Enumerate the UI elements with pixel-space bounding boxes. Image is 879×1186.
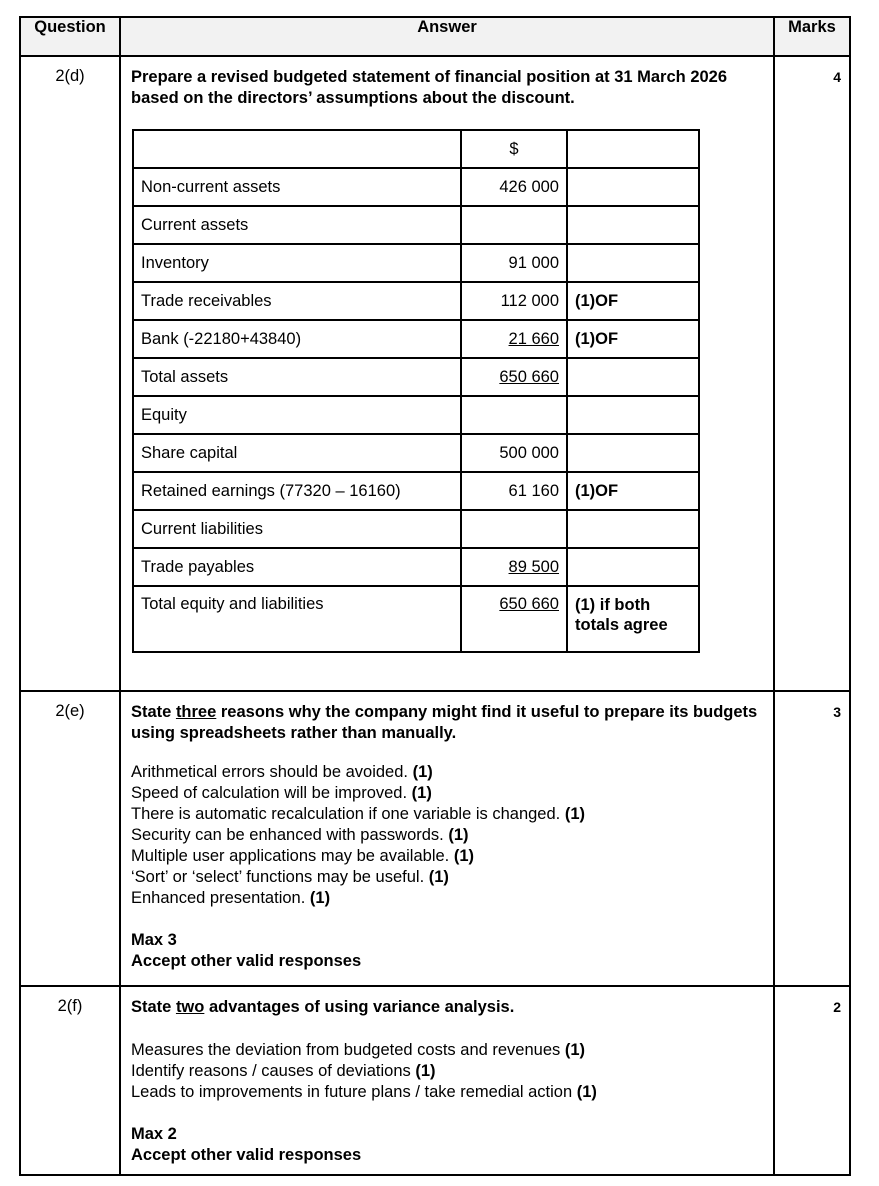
answer-item bbox=[131, 1061, 763, 1082]
sfp-mark: (1)OF bbox=[567, 320, 699, 358]
sfp-row bbox=[133, 586, 699, 652]
sfp-label: Current assets bbox=[133, 206, 461, 244]
answer-item bbox=[131, 888, 763, 909]
mark-scheme-table bbox=[19, 16, 851, 1176]
sfp-label: Inventory bbox=[133, 244, 461, 282]
answer-mark: (1) bbox=[428, 868, 449, 886]
prompt-text: State bbox=[131, 998, 176, 1016]
sfp-label: Trade payables bbox=[133, 548, 461, 586]
answer-text: There is automatic recalculation if one variable is changed. bbox=[131, 805, 561, 823]
sfp-value-text: 426 000 bbox=[499, 177, 559, 196]
sfp-value-text: 112 000 bbox=[500, 291, 559, 310]
answer-item bbox=[131, 846, 763, 867]
sfp-mark bbox=[567, 548, 699, 586]
prompt-text: reasons why the company might find it useful to prepare its budgets using spreadsheets rather than manually. bbox=[131, 703, 758, 742]
sfp-value-text: 650 660 bbox=[499, 595, 559, 613]
answer-text: Enhanced presentation. bbox=[131, 889, 306, 907]
max-marks-note: Max 3 bbox=[131, 931, 177, 949]
sfp-mark: (1)OF bbox=[567, 472, 699, 510]
sfp-row bbox=[133, 282, 699, 320]
sfp-value bbox=[461, 510, 567, 548]
sfp-value bbox=[461, 396, 567, 434]
sfp-mark bbox=[567, 168, 699, 206]
answer-mark: (1) bbox=[415, 1062, 436, 1080]
answer-item bbox=[131, 825, 763, 846]
sfp-row bbox=[133, 244, 699, 282]
question-number: 2(d) bbox=[20, 56, 120, 691]
sfp-mark bbox=[567, 510, 699, 548]
sfp-header-label bbox=[133, 130, 461, 168]
sfp-value-text: 21 660 bbox=[508, 329, 559, 348]
sfp-value bbox=[461, 434, 567, 472]
sfp-label: Bank (-22180+43840) bbox=[133, 320, 461, 358]
answer-mark: (1) bbox=[453, 847, 475, 865]
header-question: Question bbox=[20, 17, 120, 56]
answer-list bbox=[131, 1040, 763, 1103]
answer-list bbox=[131, 762, 763, 909]
sfp-value bbox=[461, 282, 567, 320]
sfp-value-text: 61 160 bbox=[508, 481, 559, 500]
answer-item bbox=[131, 867, 763, 888]
sfp-row bbox=[133, 320, 699, 358]
sfp-label: Share capital bbox=[133, 434, 461, 472]
answer-text: Arithmetical errors should be avoided. bbox=[131, 763, 408, 781]
sfp-value bbox=[461, 244, 567, 282]
sfp-value bbox=[461, 168, 567, 206]
financial-position-table bbox=[132, 129, 700, 653]
answer-mark: (1) bbox=[576, 1083, 597, 1101]
sfp-row bbox=[133, 548, 699, 586]
answer-item bbox=[131, 762, 763, 783]
sfp-label: Trade receivables bbox=[133, 282, 461, 320]
question-prompt bbox=[131, 702, 763, 744]
answer-item bbox=[131, 804, 763, 825]
sfp-mark: (1) if both totals agree bbox=[567, 586, 699, 652]
sfp-value bbox=[461, 206, 567, 244]
prompt-emphasis: two bbox=[175, 998, 205, 1016]
sfp-row bbox=[133, 434, 699, 472]
question-prompt bbox=[131, 997, 763, 1018]
prompt-text: State bbox=[131, 703, 176, 721]
sfp-value bbox=[461, 472, 567, 510]
question-number: 2(f) bbox=[20, 986, 120, 1175]
sfp-row bbox=[133, 472, 699, 510]
answer-mark: (1) bbox=[411, 784, 432, 802]
question-number: 2(e) bbox=[20, 691, 120, 986]
sfp-mark bbox=[567, 396, 699, 434]
answer-cell bbox=[120, 56, 774, 691]
answer-mark: (1) bbox=[412, 763, 433, 781]
sfp-row bbox=[133, 396, 699, 434]
sfp-value bbox=[461, 548, 567, 586]
answer-footer bbox=[131, 930, 763, 972]
sfp-label: Total assets bbox=[133, 358, 461, 396]
sfp-row bbox=[133, 206, 699, 244]
answer-text: Security can be enhanced with passwords. bbox=[131, 826, 444, 844]
sfp-mark bbox=[567, 244, 699, 282]
answer-mark: (1) bbox=[564, 805, 585, 823]
header-row bbox=[20, 17, 850, 56]
answer-mark: (1) bbox=[309, 889, 331, 907]
sfp-value-text: 650 660 bbox=[499, 367, 559, 386]
sfp-mark bbox=[567, 206, 699, 244]
sfp-mark bbox=[567, 358, 699, 396]
sfp-header-row bbox=[133, 130, 699, 168]
sfp-value bbox=[461, 320, 567, 358]
answer-cell bbox=[120, 986, 774, 1175]
sfp-value-text: 91 000 bbox=[508, 253, 559, 272]
question-prompt: Prepare a revised budgeted statement of financial position at 31 March 2026 based on the directors’ assumptions about the discount. bbox=[131, 68, 728, 107]
prompt-text: advantages of using variance analysis. bbox=[204, 998, 515, 1016]
answer-text: Identify reasons / causes of deviations bbox=[131, 1062, 411, 1080]
answer-cell bbox=[120, 691, 774, 986]
answer-item bbox=[131, 1040, 763, 1061]
sfp-label: Retained earnings (77320 – 16160) bbox=[133, 472, 461, 510]
answer-item bbox=[131, 783, 763, 804]
sfp-label: Non-current assets bbox=[133, 168, 461, 206]
header-answer: Answer bbox=[120, 17, 774, 56]
sfp-row bbox=[133, 168, 699, 206]
sfp-mark: (1)OF bbox=[567, 282, 699, 320]
sfp-label: Equity bbox=[133, 396, 461, 434]
accept-note: Accept other valid responses bbox=[131, 1146, 362, 1164]
answer-mark: (1) bbox=[564, 1041, 586, 1059]
question-marks: 4 bbox=[774, 56, 850, 691]
answer-text: Measures the deviation from budgeted costs and revenues bbox=[131, 1041, 561, 1059]
question-row-2e bbox=[20, 691, 850, 986]
sfp-row bbox=[133, 510, 699, 548]
answer-text: ‘Sort’ or ‘select’ functions may be useful. bbox=[131, 868, 425, 886]
answer-mark: (1) bbox=[448, 826, 469, 844]
question-marks: 2 bbox=[774, 986, 850, 1175]
max-marks-note: Max 2 bbox=[131, 1125, 177, 1143]
accept-note: Accept other valid responses bbox=[131, 952, 362, 970]
sfp-header-mark bbox=[567, 130, 699, 168]
answer-text: Leads to improvements in future plans / take remedial action bbox=[131, 1083, 573, 1101]
header-marks: Marks bbox=[774, 17, 850, 56]
sfp-value-text: 500 000 bbox=[499, 443, 559, 462]
sfp-label: Total equity and liabilities bbox=[133, 586, 461, 652]
sfp-value-text: 89 500 bbox=[508, 557, 559, 576]
sfp-header-currency: $ bbox=[461, 130, 567, 168]
answer-text: Multiple user applications may be available. bbox=[131, 847, 450, 865]
question-row-2f bbox=[20, 986, 850, 1175]
prompt-emphasis: three bbox=[175, 703, 217, 721]
sfp-label: Current liabilities bbox=[133, 510, 461, 548]
sfp-value bbox=[461, 586, 567, 652]
sfp-row bbox=[133, 358, 699, 396]
answer-text: Speed of calculation will be improved. bbox=[131, 784, 408, 802]
answer-item bbox=[131, 1082, 763, 1103]
sfp-value bbox=[461, 358, 567, 396]
question-row-2d bbox=[20, 56, 850, 691]
sfp-mark bbox=[567, 434, 699, 472]
question-marks: 3 bbox=[774, 691, 850, 986]
answer-footer bbox=[131, 1124, 763, 1166]
